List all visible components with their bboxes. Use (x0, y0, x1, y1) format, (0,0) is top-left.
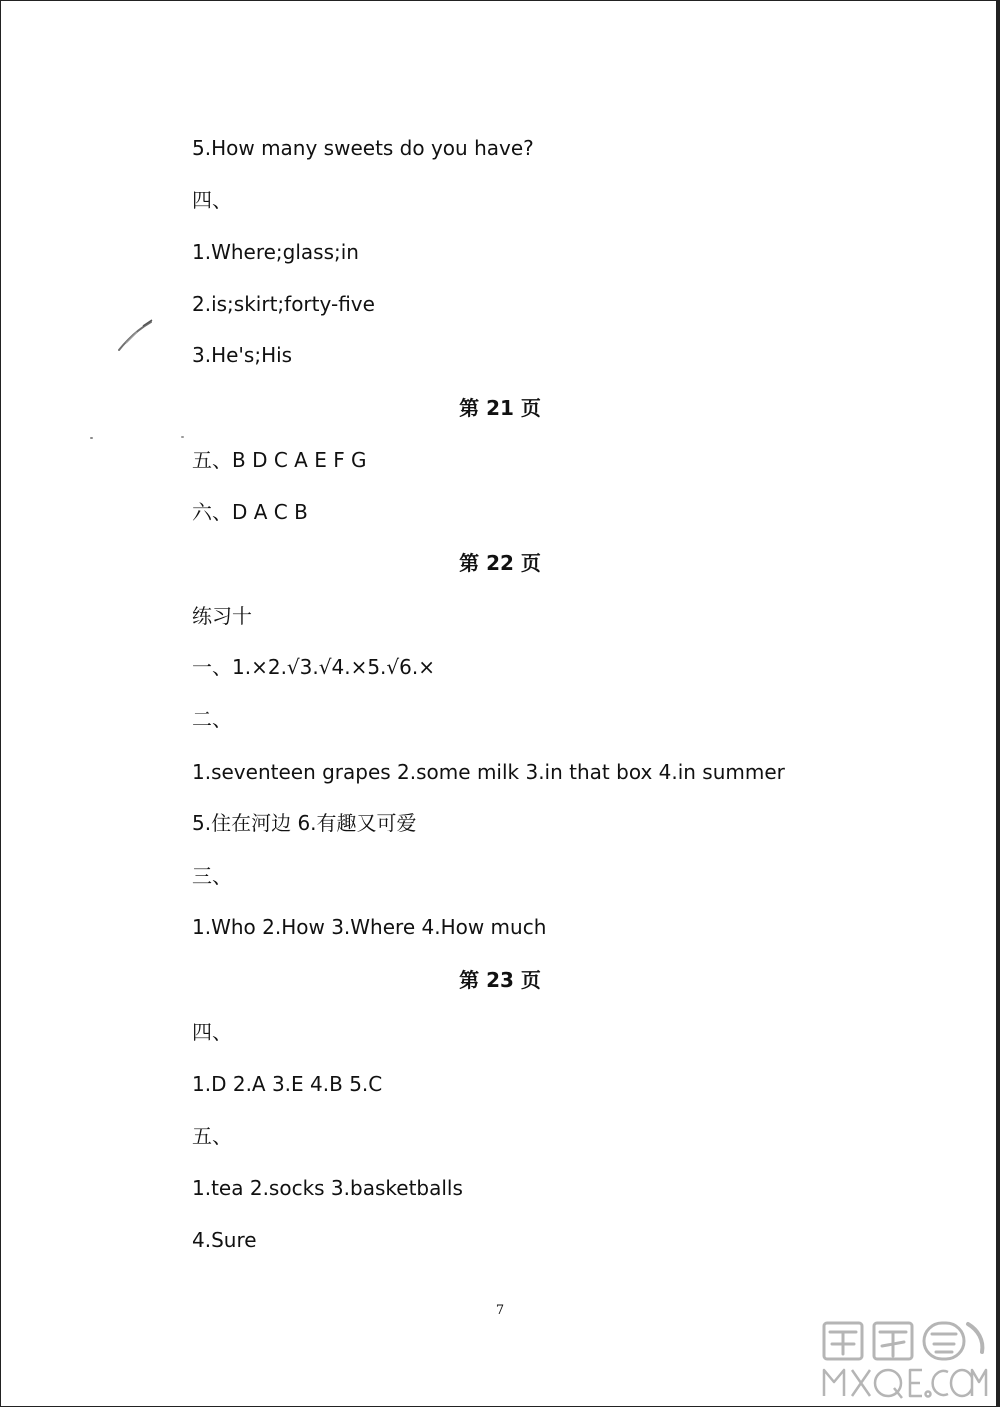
answer-line-five-sequence: 五、B D C A E F G (192, 448, 367, 472)
page-heading-22: 第 22 页 (459, 551, 541, 575)
section-label-four-b: 四、 (192, 1020, 232, 1044)
answer-line-4-sure: 4.Sure (192, 1228, 257, 1252)
exercise-title: 练习十 (192, 604, 252, 628)
scan-speck (181, 436, 184, 438)
answer-line-1-tea: 1.tea 2.socks 3.basketballs (192, 1176, 463, 1200)
page-heading-21: 第 21 页 (459, 396, 541, 420)
section-label-two: 二、 (192, 707, 232, 731)
answer-line-5-chinese-translation: 5.住在河边 6.有趣又可爱 (192, 811, 417, 835)
answer-line-six-sequence: 六、D A C B (192, 500, 308, 524)
answer-line-3-hes-his: 3.He's;His (192, 343, 293, 367)
answer-line-2-is-skirt: 2.is;skirt;forty-five (192, 292, 375, 316)
section-label-four: 四、 (192, 188, 232, 212)
answer-line-1-where: 1.Where;glass;in (192, 240, 359, 264)
answer-line-5-how-many-sweets: 5.How many sweets do you have? (192, 136, 534, 160)
answer-line-1-seventeen-grapes: 1.seventeen grapes 2.some milk 3.in that box 4.in summer (192, 760, 785, 784)
answer-line-one-true-false: 一、1.×2.√3.√4.×5.√6.× (192, 655, 435, 679)
page-number: 7 (495, 1303, 505, 1318)
section-label-five: 五、 (192, 1124, 232, 1148)
answer-line-question-words: 1.Who 2.How 3.Where 4.How much (192, 915, 547, 939)
section-label-three: 三、 (192, 864, 232, 888)
answer-line-matching: 1.D 2.A 3.E 4.B 5.C (192, 1072, 383, 1096)
scan-smudge-mark (115, 316, 157, 356)
scan-speck (90, 437, 93, 439)
site-watermark-logo (818, 1318, 990, 1402)
page-heading-23: 第 23 页 (459, 968, 541, 992)
